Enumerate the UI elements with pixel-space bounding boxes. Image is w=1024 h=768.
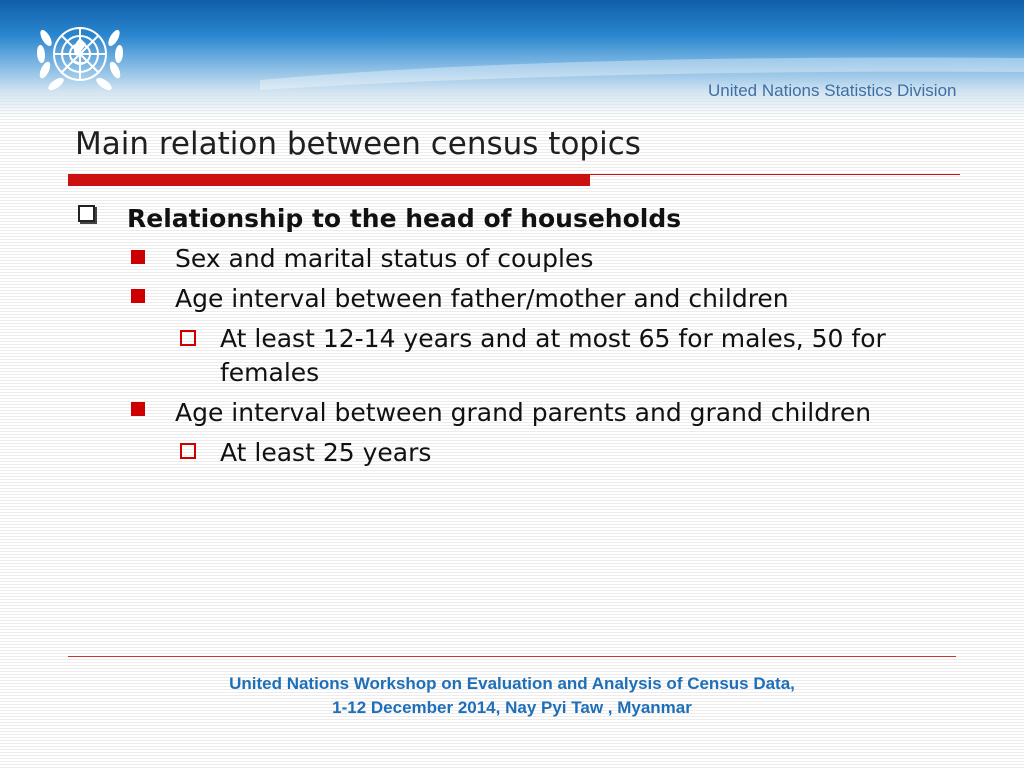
footer-divider bbox=[68, 656, 956, 657]
list-item-text: Relationship to the head of households bbox=[127, 204, 682, 233]
slide-title: Main relation between census topics bbox=[75, 126, 641, 162]
square-bullet-icon bbox=[131, 289, 145, 303]
list-item-text: Age interval between grand parents and grand children bbox=[175, 398, 872, 427]
list-item-text: Age interval between father/mother and children bbox=[175, 284, 789, 313]
division-label: United Nations Statistics Division bbox=[708, 81, 957, 100]
list-item-text: At least 25 years bbox=[220, 438, 432, 467]
list-item bbox=[175, 242, 593, 276]
footer-line-2: 1-12 December 2014, Nay Pyi Taw , Myanmar bbox=[332, 698, 692, 717]
list-item bbox=[127, 202, 681, 236]
list-item bbox=[220, 322, 940, 390]
list-item-text: Sex and marital status of couples bbox=[175, 244, 594, 273]
hollow-square-bullet-icon bbox=[180, 443, 196, 459]
list-item bbox=[220, 436, 940, 470]
footer-line-1: United Nations Workshop on Evaluation and Analysis of Census Data, bbox=[229, 674, 795, 693]
list-item-text: At least 12-14 years and at most 65 for males, 50 for females bbox=[220, 324, 886, 387]
hollow-square-bullet-icon bbox=[180, 330, 196, 346]
square-bullet-icon bbox=[131, 402, 145, 416]
square-bullet-icon bbox=[131, 250, 145, 264]
checkbox-bullet-icon bbox=[78, 205, 95, 222]
list-item bbox=[175, 282, 789, 316]
list-item bbox=[175, 396, 871, 430]
footer bbox=[0, 672, 1024, 720]
